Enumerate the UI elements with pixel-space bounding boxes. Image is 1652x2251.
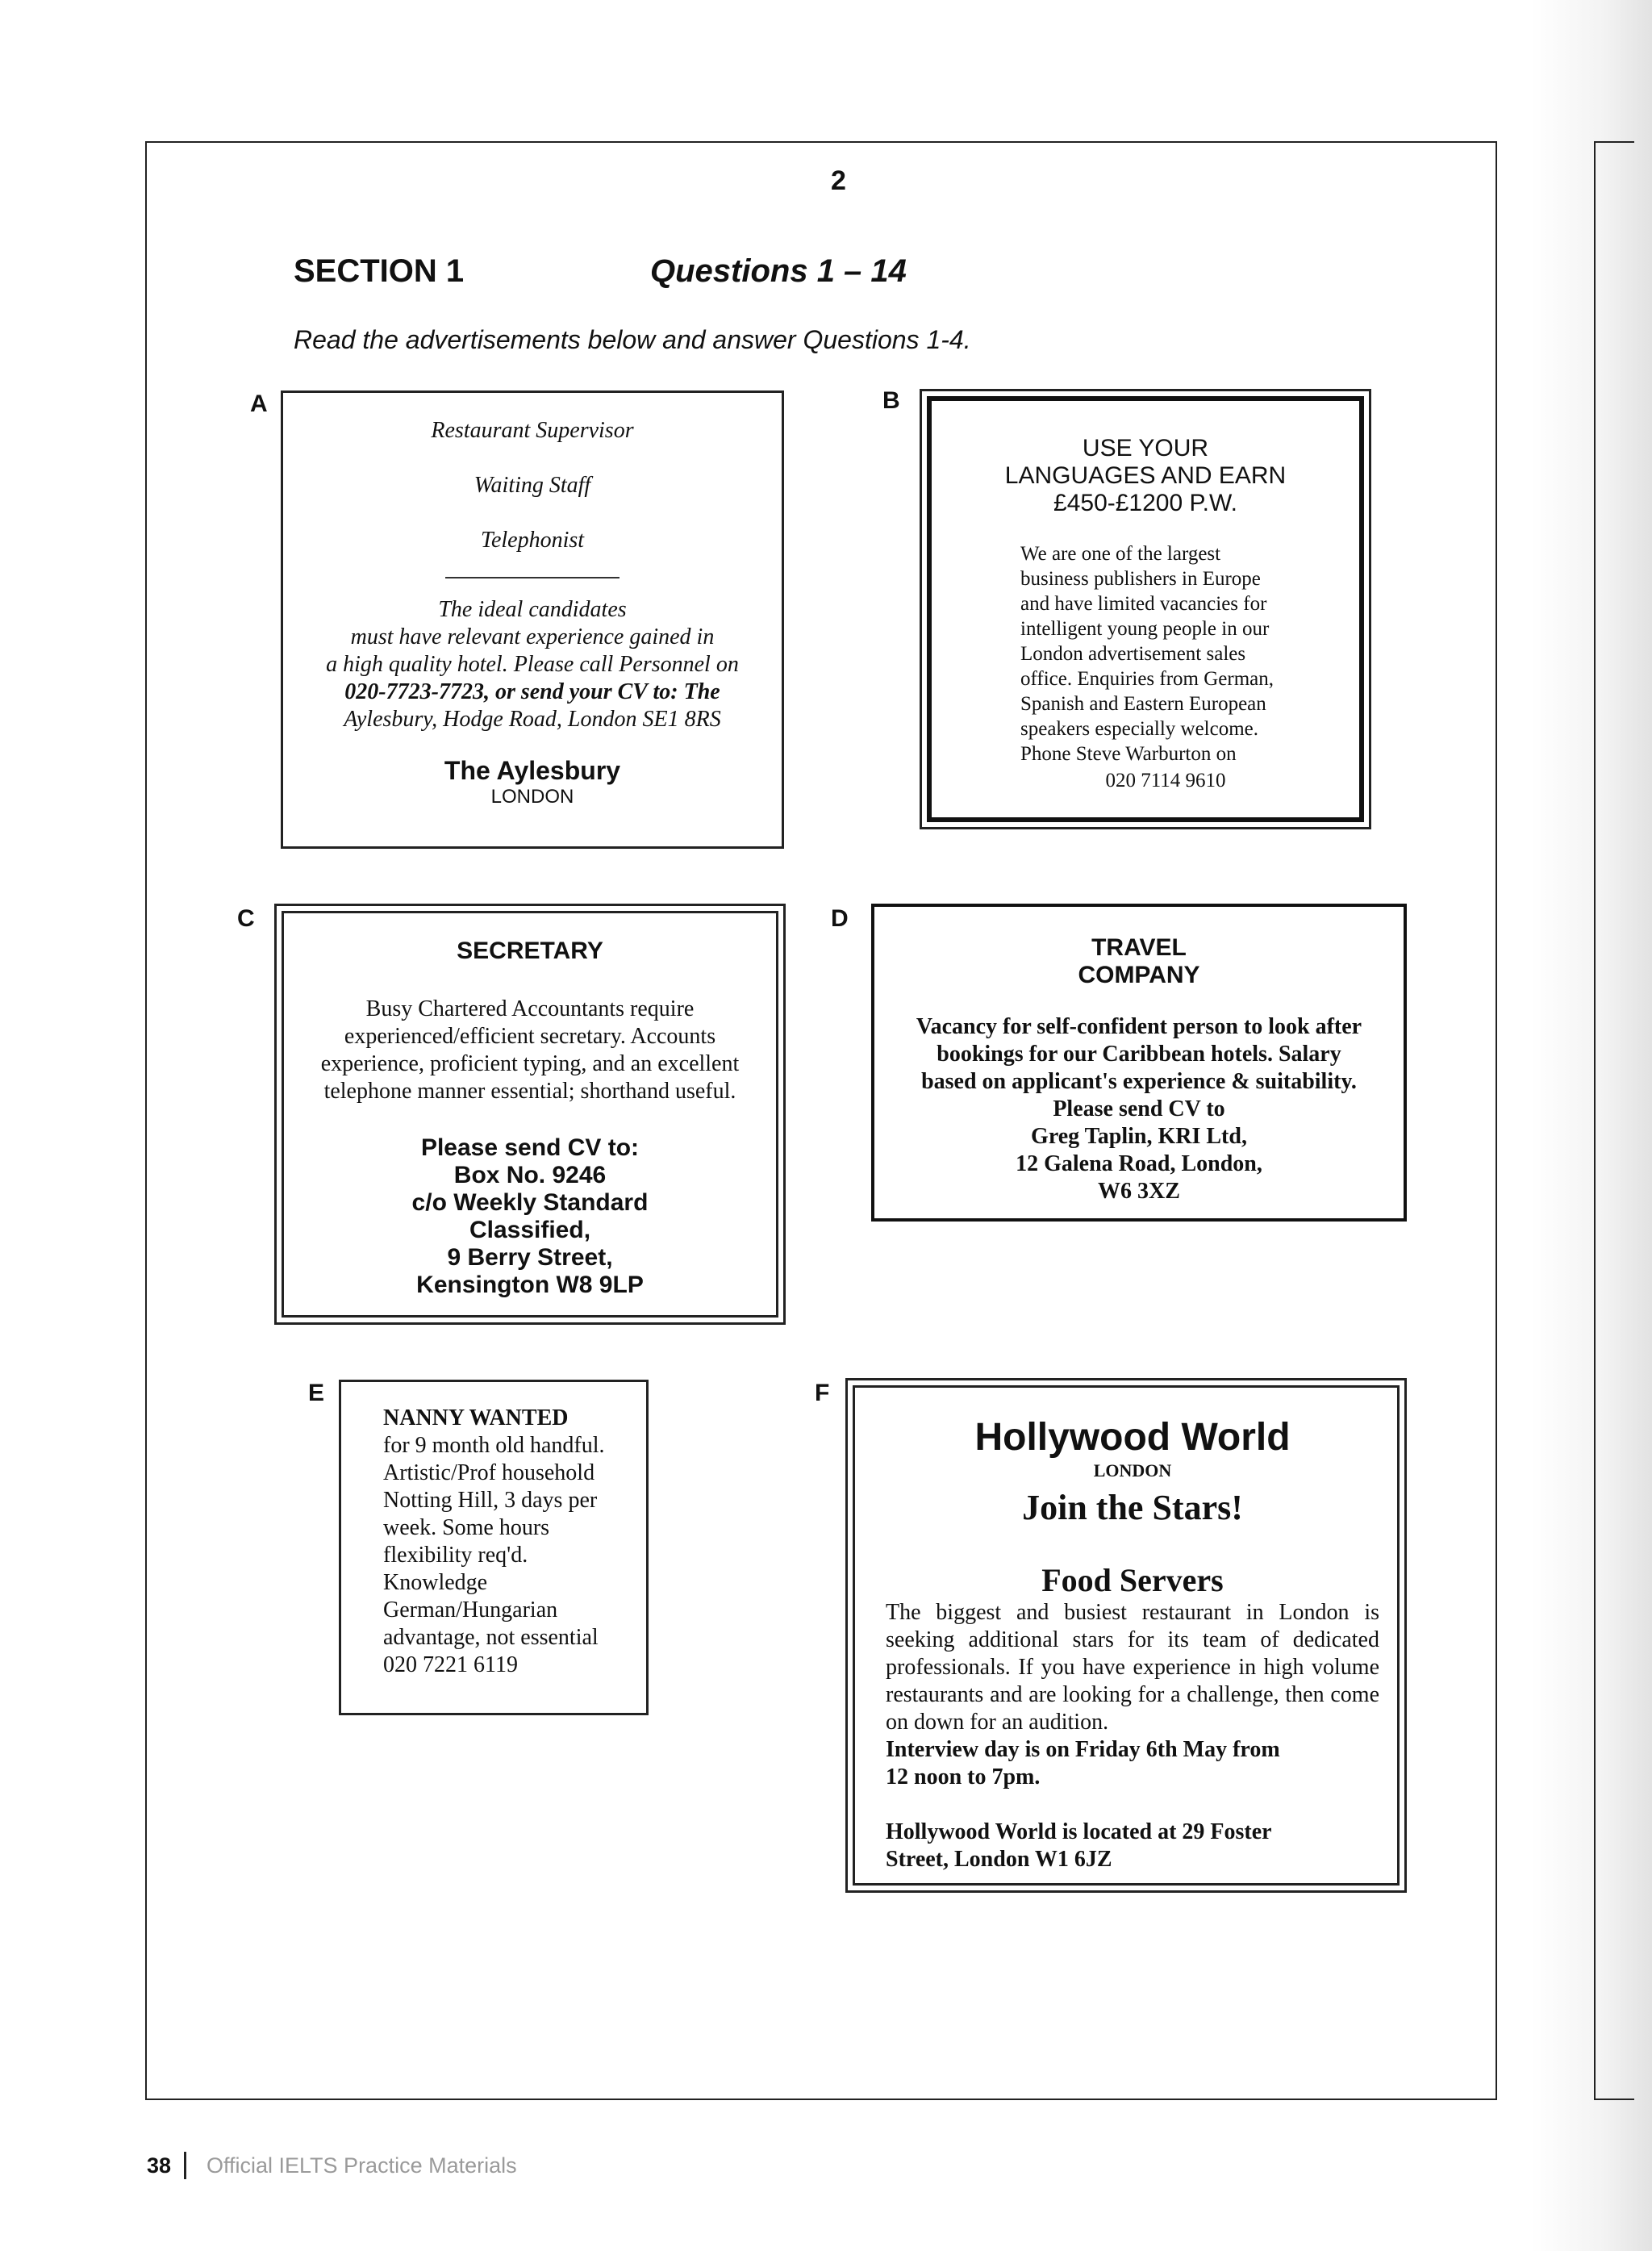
body-line: telephone manner essential; shorthand useful. [323, 1079, 736, 1104]
body-line: Busy Chartered Accountants require [365, 996, 695, 1021]
body-line: office. Enquiries from German, [1020, 668, 1274, 690]
divider [445, 577, 620, 578]
body-line: for 9 month old handful. [383, 1433, 605, 1458]
advertisement-c [274, 904, 786, 1325]
ad-heading: SECRETARY [457, 938, 603, 964]
address-line: Box No. 9246 [453, 1162, 607, 1188]
advertisement-d [871, 904, 1407, 1222]
location-line: Street, London W1 6JZ [886, 1847, 1112, 1872]
body-line: Please send CV to [1053, 1096, 1225, 1121]
body-line: bookings for our Caribbean hotels. Salary [937, 1042, 1341, 1067]
ad-body [284, 996, 776, 1105]
body-line: London advertisement sales [1020, 643, 1246, 665]
address-line: Kensington W8 9LP [416, 1272, 644, 1298]
body-line: 020 7221 6119 [383, 1652, 518, 1677]
advertisement-a [281, 390, 784, 849]
location-line: Hollywood World is located at 29 Foster [886, 1819, 1272, 1844]
body-line: We are one of the largest [1020, 543, 1221, 565]
advertisement-f [845, 1378, 1407, 1893]
body-line: Aylesbury, Hodge Road, London SE1 8RS [344, 707, 721, 732]
next-page-frame-edge [1594, 141, 1634, 2100]
ad-label-f: F [815, 1380, 830, 1406]
body-line: experience, proficient typing, and an excellent [320, 1051, 740, 1076]
body-line: advantage, not essential [383, 1625, 599, 1650]
body-line: speakers especially welcome. [1020, 718, 1259, 740]
ad-address [284, 1134, 776, 1299]
body-line: Spanish and Eastern European [1020, 693, 1266, 715]
ad-body: The biggest and busiest restaurant in London is seeking additional stars for its team of dedicated professionals. If you have experience in high volume restaurants and are looking for a challenge, then come on down for an audition. [886, 1600, 1379, 1735]
company-name: The Aylesbury [444, 756, 621, 785]
body-line: experienced/efficient secretary. Accounts [344, 1024, 716, 1049]
ad-inner-border [927, 396, 1364, 822]
footer-divider [184, 2152, 186, 2179]
body-line: W6 3XZ [1098, 1179, 1180, 1204]
brand-name: Hollywood World [974, 1416, 1291, 1459]
headline-line: £450-£1200 P.W. [1053, 490, 1237, 516]
phone-number: 020 7114 9610 [1105, 770, 1226, 791]
ad-label-a: A [250, 390, 268, 417]
body-line: flexibility req'd. [383, 1543, 528, 1568]
page-number: 2 [831, 165, 846, 196]
body-line: Knowledge [383, 1570, 488, 1595]
body-line: Vacancy for self-confident person to look after [916, 1014, 1362, 1039]
body-line: Greg Taplin, KRI Ltd, [1031, 1124, 1247, 1149]
body-line: 020-7723-7723, or send your CV to: The [344, 679, 720, 704]
interview-line: Interview day is on Friday 6th May from [886, 1737, 1280, 1762]
section-title: SECTION 1 [294, 253, 465, 289]
advertisement-b [920, 389, 1371, 829]
interview-line: 12 noon to 7pm. [886, 1764, 1041, 1790]
ad-body [283, 596, 782, 733]
body-line: must have relevant experience gained in [350, 624, 715, 649]
address-line: 9 Berry Street, [447, 1244, 613, 1271]
body-line: and have limited vacancies for [1020, 593, 1267, 615]
ad-label-c: C [237, 905, 255, 932]
brand-city: LONDON [1093, 1460, 1172, 1480]
interview-details [886, 1736, 1379, 1791]
tagline: Join the Stars! [1022, 1488, 1243, 1527]
body-line: based on applicant's experience & suitability. [921, 1069, 1357, 1094]
heading-line: TRAVEL [1091, 934, 1187, 961]
questions-range: Questions 1 – 14 [650, 253, 907, 289]
body-line: Artistic/Prof household [383, 1460, 595, 1485]
body-line: The ideal candidates [438, 597, 627, 622]
footer-publication: Official IELTS Practice Materials [206, 2153, 517, 2178]
ad-label-e: E [308, 1380, 325, 1406]
ad-body [932, 541, 1359, 793]
address-line: Please send CV to: [420, 1134, 640, 1161]
heading-line: COMPANY [1078, 962, 1200, 988]
address-line: Classified, [469, 1217, 591, 1243]
footer-page-number: 38 [147, 2153, 172, 2178]
instruction-text: Read the advertisements below and answer Questions 1-4. [294, 325, 971, 354]
headline-line: LANGUAGES AND EARN [1004, 462, 1287, 489]
body-line: German/Hungarian [383, 1597, 558, 1622]
role-line: Waiting Staff [473, 473, 591, 498]
location-details [886, 1819, 1379, 1873]
advertisement-e [339, 1380, 649, 1715]
body-line: intelligent young people in our [1020, 618, 1270, 640]
job-title: Food Servers [1041, 1562, 1224, 1598]
body-line: 12 Galena Road, London, [1016, 1151, 1262, 1176]
ad-label-b: B [882, 387, 900, 414]
ad-inner-border [853, 1385, 1400, 1886]
ad-heading: NANNY WANTED [383, 1405, 569, 1430]
body-line: a high quality hotel. Please call Personnel on [326, 652, 739, 677]
role-line: Telephonist [480, 528, 585, 553]
ad-body [383, 1405, 630, 1679]
headline-line: USE YOUR [1082, 435, 1209, 461]
ad-inner-border [282, 911, 778, 1318]
body-line: week. Some hours [383, 1515, 550, 1540]
company-city: LONDON [490, 786, 574, 808]
ad-label-d: D [831, 905, 849, 932]
ad-body [874, 1013, 1404, 1205]
role-line: Restaurant Supervisor [431, 418, 634, 443]
address-line: c/o Weekly Standard [411, 1189, 649, 1216]
body-line: Notting Hill, 3 days per [383, 1488, 598, 1513]
body-line: Phone Steve Warburton on [1020, 743, 1237, 765]
body-line: business publishers in Europe [1020, 568, 1261, 590]
